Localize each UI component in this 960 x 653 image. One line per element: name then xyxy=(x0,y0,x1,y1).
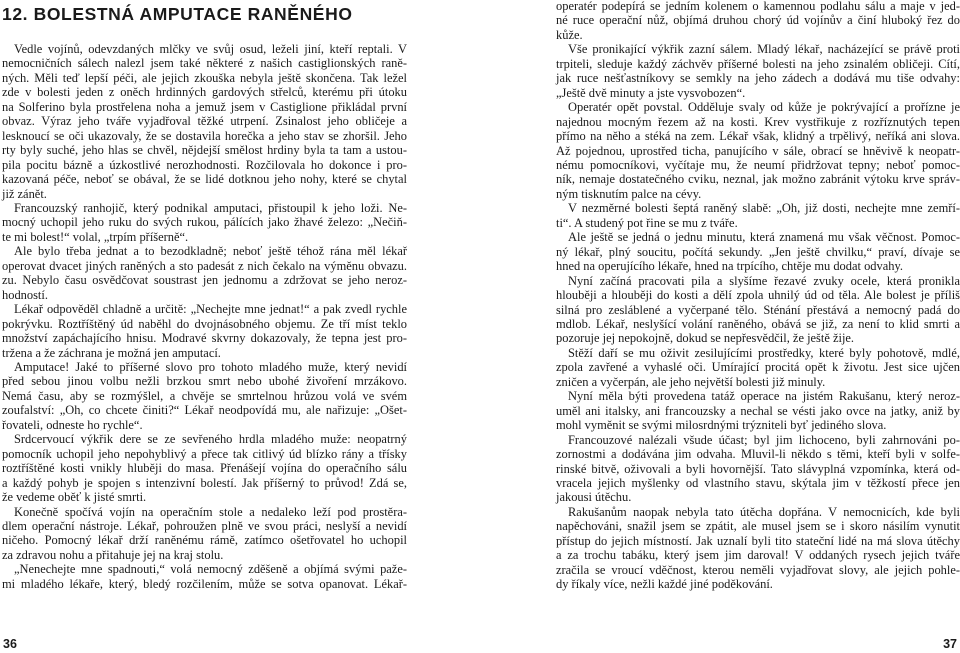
text-line: Až pojednou, uprostřed ticha, panujícího v sále, obrací se hněvivě k neopatr- xyxy=(556,143,960,158)
text-line: obvaz. Výraz jeho tváře vyjadřoval těžké utrpení. Zsinalost jeho obličeje a xyxy=(2,114,407,129)
text-line: za zdravou nohu a přitahuje jej na kraj stolu. xyxy=(2,547,224,562)
text-line: jak ruce nešťastníkovy se semkly na jeho zádech a dodává mu tiše odvahy: xyxy=(556,71,960,86)
text-line: mi mladého lékaře, který, bledý rozčilením, může se sotva opanovat. Lékař- xyxy=(2,576,407,591)
text-line: né ruce operační nůž, objímá druhou chorý úd vojínův a činí hluboký řez do xyxy=(556,13,960,28)
text-line: „Nenechejte mne spadnouti,“ volá nemocný zděšeně a objímá svými paže- xyxy=(14,562,407,577)
text-line: pomocník uchopil jeho nepohyblivý a přece tak citlivý úd blízko rány a třísky xyxy=(2,446,407,461)
text-line: před sebou jinou volbu nežli brzkou smrt nebo ubohé živoření mrzákovo. xyxy=(2,374,407,389)
text-line: zde v bolesti jeden z oněch hrdinných gardových střelců, kterému při útoku xyxy=(2,85,407,100)
text-line: operovat dvacet jiných raněných a sto padesát z nich čekalo na výměnu obvazu. xyxy=(2,258,407,273)
text-line: ti“. A studený pot řine se mu z tváře. xyxy=(556,215,738,230)
left-page xyxy=(0,0,412,653)
text-line: nému pomocníkovi, vyčítaje mu, že neumí přidržovat tepny; neboť pomoc- xyxy=(556,157,960,172)
text-line: přístup do jejich místností. Jak uznalí byli tito stateční lidé na má slova útěchy xyxy=(556,533,960,548)
text-line: napěchováni, snažil jsem se zpátit, ale musel jsem se i skoro násilím vynutit xyxy=(556,519,960,534)
text-line: hodností. xyxy=(2,287,48,302)
text-line: jakousi útěchu. xyxy=(556,490,632,505)
text-line: Konečně spočívá vojín na operačním stole a nedaleko leží pod prostěra- xyxy=(14,504,407,519)
text-line: zornostmi a dodávána jim odvaha. Mluvil-li někdo s těmi, kteří byli v solfe- xyxy=(556,447,960,462)
text-line: zu. Nebylo času osvědčovat soustrast jen jednomu a zdržovat se jeho neroz- xyxy=(2,273,407,288)
text-line: a každý pohyb je spojen s intenzivní bolestí. Jak příšerný to průvod! Zdá se, xyxy=(2,475,407,490)
text-line: pokrývku. Roztříštěný úd naběhl do dvojnásobného objemu. Ze tří míst teklo xyxy=(2,316,407,331)
text-line: uměl ani italsky, ani francouzsky a nechal se vésti jako ovce na jatky, aniž by xyxy=(556,403,960,418)
text-line: mdlob. Lékař, neslyšící volání raněného, obává se již, za není to klid smrti a xyxy=(556,316,960,331)
text-line: ných. Měli teď lepší péči, ale jejich zkouška nebyla ještě skončena. Tak ležel xyxy=(2,70,407,85)
text-line: ným tisknutím palce na cévy. xyxy=(556,186,702,201)
text-line: ničeho. Pomocný lékař drží raněnému rámě, zatímco ošetřovatel ho uchopil xyxy=(2,533,407,548)
text-line: dlem operační nástroje. Lékař, pohroužen plně ve svou práci, neslyší a nevidí xyxy=(2,518,407,533)
text-line: Francouzský ranhojič, který podnikal amputaci, přistoupil k jeho loži. Ne- xyxy=(14,200,407,215)
text-line: Nyní měla býti provedena tatáž operace na jistém Rakušanu, který neroz- xyxy=(568,389,960,404)
text-line: Nyní začíná pracovati pila a slyšíme řezavé zvuky ocele, která pronikla xyxy=(568,273,960,288)
text-line: Ale bylo třeba jednat a to bezodkladně; neboť ještě téhož rána měl lékař xyxy=(14,244,407,259)
text-line: tržena a že záchrana je možná jen amputací. xyxy=(2,345,221,360)
text-line: Amputace! Jaké to příšerné slovo pro tohoto mladého muže, který nevidí xyxy=(14,359,407,374)
text-line: že vedeme oběť k jisté smrti. xyxy=(2,490,147,505)
text-line: Lékař odpověděl chladně a určitě: „Nechejte mne jednat!“ a pak zvedl rychle xyxy=(14,302,407,317)
text-line: ník, nemaje dostatečného cviku, neznal, jak možno zabránit výtoku krve správ- xyxy=(556,172,960,187)
page-number-right: 37 xyxy=(943,637,957,651)
text-line: již zánět. xyxy=(2,186,47,201)
right-page xyxy=(548,0,960,653)
text-line: Operatér opět povstal. Odděluje svaly od kůže je pokrývající a prořízne je xyxy=(568,100,960,115)
text-line: mocný uchopil jeho ruku do svých rukou, pálících jako žhavé železo: „Nečiň- xyxy=(2,215,407,230)
text-line: mohl vyměnit se svými milosrdnými trýzniteli byť jediného slova. xyxy=(556,418,887,433)
text-line: Rakušanům naopak nebyla tato útěcha dopřána. V nemocnicích, kde byli xyxy=(568,504,960,519)
text-line: pozoruje jej nepokojně, dokud se nepřesvědčil, že ještě žije. xyxy=(556,331,855,346)
text-line: roztříštěné kosti vnikly hluběji do masa. Přenášejí vojína do operačního sálu xyxy=(2,461,407,476)
text-line: zpola zavřené a vyhaslé oči. Umírající procitá opět k životu. Jest sice ujčen xyxy=(556,360,960,375)
text-line: pila pocitu bázně a úzkostlivé nerozhodnosti. Rozčilovala ho dokonce i pro- xyxy=(2,157,407,172)
text-line: silná pro zesláblené a vyčerpané tělo. Sténání přestává a nemocný padá do xyxy=(556,302,960,317)
text-line: řovateli, odneste ho rychle“. xyxy=(2,417,143,432)
text-line: a za trochu tabáku, který jsem jim daroval! V oddaných rysech jejich tváře xyxy=(556,548,960,563)
text-line: nemocničních sálech nalezl jsem také některé z našich castiglionských raně- xyxy=(2,56,407,71)
text-line: zničen a vyčerpán, ale jeho největší bolesti již minuly. xyxy=(556,374,826,389)
text-line: operatér podepírá se jedním kolenem o kamennou podlahu sálu a maje v jed- xyxy=(556,0,960,13)
text-line: Srdcervoucí výkřik dere se ze sevřeného hrdla mladého muže: neopatrný xyxy=(14,432,407,447)
text-line: vracela jejich myšlenky od vlastního stavu, skýtala jim v těžkostí přece jen xyxy=(556,475,960,490)
text-line: množství zapáchajícího hnisu. Modravé skvrny dokazovaly, že tepna jest pro- xyxy=(2,331,407,346)
text-line: Vedle vojínů, odevzdaných mlčky ve svůj osud, leželi jiní, kteří reptali. V xyxy=(14,42,407,56)
text-line: Nemá času, aby se rozmýšlel, a chvěje se smrtelnou hrůzou volá ve svém xyxy=(2,388,407,403)
right-page-text xyxy=(556,0,960,592)
text-line: trpiteli, sleduje každý záchvěv příšerné bolesti na jeho zsinalém obličeji. Cítí, xyxy=(556,56,960,71)
text-line: zračila se vroucí vděčnost, kterou neměli vyjadřovat slovy, ale jejich pohle- xyxy=(556,562,960,577)
text-line: te mi bolest!“ volal, „trpím příšerně“. xyxy=(2,229,189,244)
text-line: na Solferino byla prostřelena noha a jemuž jsem v Castiglione přikládal první xyxy=(2,99,407,114)
text-line: zoufalství: „Oh, co chcete činiti?“ Lékař neodpovídá mu, ale nařizuje: „Ošet- xyxy=(2,403,407,418)
text-line: Francouzové nalézali všude účast; byl jim lichoceno, byli zahrnováni po- xyxy=(568,432,960,447)
text-line: lesknoucí se oči ukazovaly, že se dostavila horečka a jeho stav se zhoršil. Jeho xyxy=(2,128,407,143)
text-line: přímo na něho a stéká na zem. Lékař však, klidný a trpělivý, neříká ani slova. xyxy=(556,129,960,144)
text-line: Vše pronikající výkřik zazní sálem. Mladý lékař, nacházející se právě proti xyxy=(568,42,960,57)
text-line: „Ještě dvě minuty a jste vysvobozen“. xyxy=(556,85,746,100)
text-line: rinské bitvě, oživovali a byli hovornější. Tato slávyplná vzpomínka, která od- xyxy=(556,461,960,476)
text-line: hned na operujícího lékaře, hned na trpícího, chtěje mu dodat odvahy. xyxy=(556,259,903,274)
text-line: kazovaná péče, neboť se obával, že se lidé dotknou jeho nohy, které se chytal xyxy=(2,172,407,187)
text-line: rty byly suché, jeho hlas se chvěl, nějdejší smělost hrdiny byla ta tam a ustou- xyxy=(2,143,407,158)
text-line: kůže. xyxy=(556,27,583,42)
page-number-left: 36 xyxy=(3,637,17,651)
text-line: Ale ještě se jedná o jednu minutu, která znamená mu však věčnost. Pomoc- xyxy=(568,230,960,245)
text-line: dy říkaly více, nežli každé jiné poděkování. xyxy=(556,577,773,592)
text-line: Stěží daří se mu oživit zesilujícími prostředky, které byly pohotově, mdlé, xyxy=(568,345,960,360)
left-page-text xyxy=(2,42,407,591)
text-line: ný lékař, plný soucitu, počítá sekundy. „Jen ještě chvilku,“ praví, dívaje se xyxy=(556,244,960,259)
text-line: hlouběji a hlouběji do kosti a dělí zpola uhnilý úd od těla. Ale bolest je příliš xyxy=(556,288,960,303)
text-line: V nezměrné bolesti šeptá raněný slabě: „Oh, již dosti, nechejte mne zemří- xyxy=(568,201,960,216)
text-line: najednou mocným řezem až na kosti. Krev vystřikuje z rozříznutých tepen xyxy=(556,114,960,129)
chapter-title: 12. BOLESTNÁ AMPUTACE RANĚNÉHO xyxy=(2,4,353,24)
